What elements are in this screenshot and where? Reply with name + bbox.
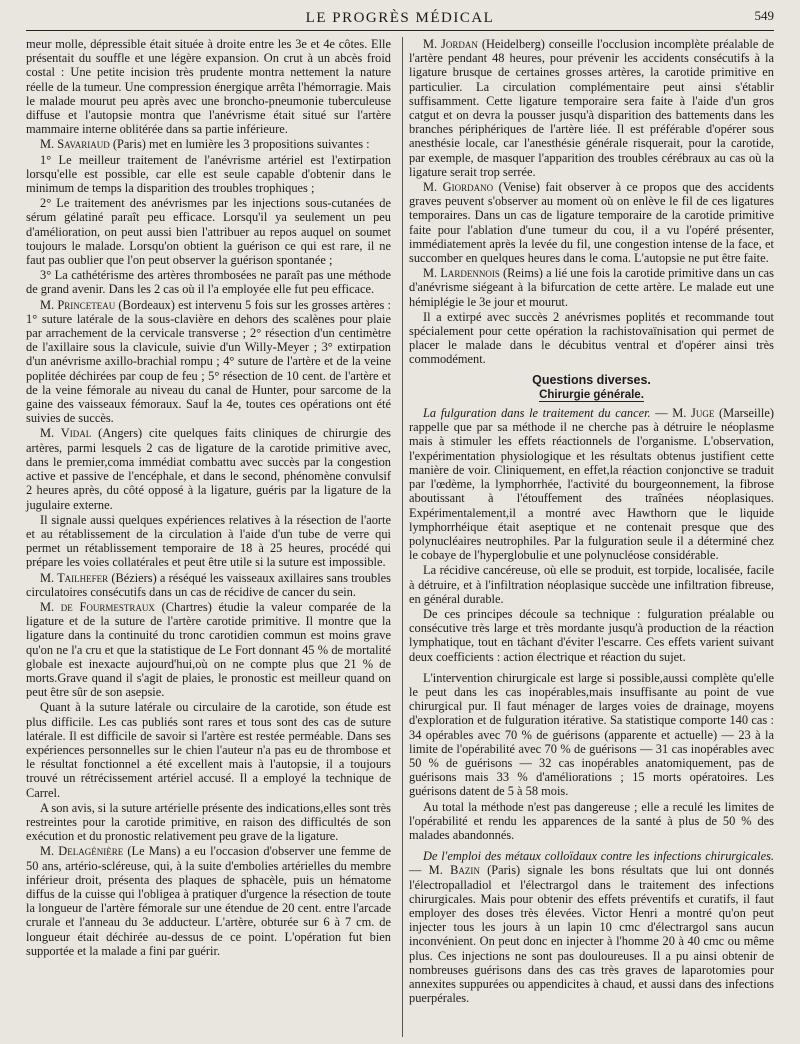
paragraph: Au total la méthode n'est pas dangereuse ; elle a reculé les limites de l'opérabilité et rendu les apparences de la santé à plus de 50 % des malades abandonnés.: [409, 799, 774, 842]
paragraph-text: (Béziers) a réséqué les vaisseaux axillaires sans troubles circulatoires consécutifs dans un cas de récidive de cancer du sein.: [26, 570, 391, 599]
journal-title: LE PROGRÈS MÉDICAL: [305, 10, 495, 26]
left-column: [26, 37, 399, 1006]
paragraph-text: (Heidelberg) conseille l'occlusion incomplète préalable de l'artère pendant 48 heures, pour prévenir les accidents consécutifs à la ligature brusque de certaines grosses artères, la carotide primitive en particulier. La circulation complémentaire peut ainsi s'établir suffisamment. Cette ligature temporaire sera faite à l'aide d'un gros catgut et on devra la pousser jusqu'à disparition des battements dans les branches périphériques de l'artère liée. Il est préférable d'opérer sous anesthésie locale, car l'anesthésie générale risquerait, pour la carotide, par exemple, de masquer l'apparition des troubles cérébraux au cas où la ligature serait trop serrée.: [409, 37, 774, 179]
topic-title: La fulguration dans le traitement du cancer.: [423, 406, 651, 421]
paragraph: De ces principes découle sa technique : fulguration préalable ou consécutive très large et très mordante jusqu'à production de la réaction lymphatique, tout en tâchant d'éviter l'escarre. Ces effets varient suivant deux coefficients : action électrique et réaction du sujet.: [409, 606, 774, 664]
paragraph: [409, 180, 774, 265]
paragraph: [26, 137, 391, 151]
paragraph-text: (Bordeaux) est intervenu 5 fois sur les grosses artères : 1° suture latérale de la sous-clavière en dehors des scalènes pour plaie par arrachement de la cervicale transverse ; 2° résection d'un centimètre de l'axillaire sous la clavicule, suivie d'un Willy-Meyer ; 3° extirpation d'un anévrisme axillo-brachial rompu ; 4° suture de l'artère et de la veine poplitée déchirées par coup de feu ; 5° résection de 10 cent. de l'artère et de la veine fémorale au niveau du canal de Hunter, pour sarcome de la gaine des vaisseaux fémoraux. Sauf la 4e, toutes ces opérations ont été suivies de succès.: [26, 297, 391, 426]
paragraph-text: (Chartres) étudie la valeur comparée de la ligature et de la suture de l'artère carotide primitive. Il montre que la ligature dans la continuité du tronc carotidien commun est moins grave qu'on ne l'a cru et que la statistique de Le Fort donnant 45 % de mortalité globale est inexacte aujourd'hui,où on ne compte plus que 21 % de morts.Grave quand il s'agit de plaies, le pronostic est meilleur quand on peut être sûr de son asepsie.: [26, 599, 391, 700]
paragraph: [26, 426, 391, 511]
author-name: — M. Bazin: [409, 863, 480, 878]
paragraph-text: (Venise) fait observer à ce propos que des accidents graves peuvent s'observer au moment où on enlève le fil de ces ligatures temporaires. Dans un cas de ligature temporaire de la carotide primitive faite pour l'ablation d'une tumeur du cou, il a vu l'opéré présenter, immédiatement après la levée du fil, une congestion intense de la face, et succomber en quelques heures dans le coma. L'autopsie ne put être faite.: [409, 180, 774, 266]
column-divider: [402, 37, 403, 1037]
paragraph: [26, 600, 391, 699]
page-number: 549: [754, 8, 774, 23]
paragraph: [409, 849, 774, 1005]
right-column: [399, 37, 774, 1006]
article-columns: [26, 37, 774, 1006]
paragraph: [26, 571, 391, 599]
topic-title: De l'emploi des métaux colloïdaux contre les infections chirurgicales.: [423, 849, 774, 864]
paragraph: L'intervention chirurgicale est large si possible,aussi complète qu'elle le peut dans les cas inopérables,mais insuffisante au point de vue chirurgical pur. Il faut ménager de larges voies de drainage, moyens d'exploration et de fulguration itérative. Sa statistique comporte 140 cas : 34 opérables avec 70 % de guérisons (apparente et actuelle) — 23 à la limite de l'opérabilité avec 70 % de guérisons — 31 cas inopérables avec 50 % de guérisons — 32 cas inopérables anatomiquement, pas de guérisons mais 33 % d'améliorations ; 15 morts opératoires. Les guérisons datent de 5 à 58 mois.: [409, 670, 774, 799]
paragraph: Il a extirpé avec succès 2 anévrismes poplités et recommande tout spécialement pour cette opération la rachistovaïnisation qui permet de placer le malade dans le décubitus ventral et d'opérer ainsi très commodément.: [409, 309, 774, 367]
paragraph-text: (Paris) signale les bons résultats que lui ont donnés l'électropalladiol et l'électrargol dans le traitement des infections chirurgicales. Mais pour obtenir des effets préventifs et curatifs, il faut employer des doses très élevées. Victor Henri a montré qu'on peut injecter tous les jours à un lapin 10 cmc d'électrargol sans aucun inconvénient. On peut donc en injecter à l'homme 20 à 40 cmc ou même plus. Ces injections ne sont pas douloureuses. Il a pu ainsi obtenir de nombreuses guérisons dans des cas très graves de laparotomies pour annexites suppurées ou appendicites à chaud, et aussi dans des infections puerpérales.: [409, 863, 774, 1006]
author-name: M. Delagénière: [40, 844, 124, 859]
author-name: M. Lardennois: [423, 266, 500, 281]
subsection-heading: [409, 388, 774, 402]
page-header: [26, 8, 774, 31]
paragraph-text: (Paris) met en lumière les 3 propositions suivantes :: [109, 137, 370, 152]
paragraph: [409, 37, 774, 179]
paragraph-text: (Angers) cite quelques faits cliniques de chirurgie des artères, parmi lesquels 2 cas de ligature de la carotide primitive avec, dans le premier,coma immédiat combattu avec succès par la congestion active et passive de l'encéphale, et dans le second, phénomène convulsif 2 heures après, du côté opposé à la ligature, guéris par la ligature de la jugulaire externe.: [26, 426, 391, 512]
subsection-heading-text: Chirurgie générale.: [539, 388, 644, 401]
paragraph: La récidive cancéreuse, où elle se produit, est torpide, localisée, facile à détruire, et à l'infiltration néoplasique succède une infiltration fibreuse, en général durable.: [409, 563, 774, 606]
author-name: M. Vidal: [40, 426, 92, 441]
paragraph: [26, 844, 391, 958]
paragraph-text: (Reims) a lié une fois la carotide primitive dans un cas d'anévrisme siégeant à la bifurcation de cette artère. Le malade eut une hémiplégie le 3e jour et mourut.: [409, 266, 774, 309]
paragraph: [409, 266, 774, 309]
author-name: M. Giordano: [423, 180, 494, 195]
paragraph: [409, 406, 774, 562]
paragraph: Il signale aussi quelques expériences relatives à la résection de l'aorte et au rétablissement de la circulation à l'aide d'un tube de verre qui permet un rétablissement temporaire de 18 à 25 heures, procédé qui prépare les voies collatérales et peut être utile si la suture est impossible.: [26, 512, 391, 570]
author-name: M. Jordan: [423, 37, 478, 51]
author-name: M. de Fourmestraux: [40, 599, 155, 614]
author-name: — M. Juge: [650, 406, 715, 421]
paragraph: meur molle, dépressible était située à droite entre les 3e et 4e côtes. Elle présentait du souffle et une légère expansion. On crut à un abcès froid costal : Une petite incision très prudente montra nettement la nature réelle de la tumeur. Une compression énergique arrêta l'hémorragie. Mais le malade mourut peu après avec une broncho-pneumonie tuberculeuse diffuse et l'autopsie montra que l'anévrisme était situé sur l'artère mammaire interne oblitérée dans sa partie inférieure.: [26, 37, 391, 137]
section-heading: Questions diverses.: [532, 372, 651, 387]
paragraph: 1° Le meilleur traitement de l'anévrisme artériel est l'extirpation lorsqu'elle est possible, car elle est seule capable d'obtenir dans le minimum de temps la disparition des troubles trophiques ;: [26, 152, 391, 196]
paragraph: A son avis, si la suture artérielle présente des indications,elles sont très restreintes pour la carotide primitive, en raison des difficultés de son exécution et du pronostic relativement peu grave de la ligature.: [26, 800, 391, 844]
paragraph: 3° La cathétérisme des artères thrombosées ne paraît pas une méthode de grand avenir. Dans les 2 cas où il l'a employée elle fut peu efficace.: [26, 268, 391, 297]
paragraph: Quant à la suture latérale ou circulaire de la carotide, son étude est plus difficile. Les cas publiés sont rares et tous sont des cas de suture latérale. Il est difficile de savoir si l'artère est restée perméable. Dans ses expériences personnelles sur le chien l'auteur n'a pas eu de thrombose et le résultat fonctionnel a été excellent mais à l'autopsie, il a toujours trouvé un rétrécissement artériel accusé. Il a employé la technique de Carrel.: [26, 700, 391, 800]
author-name: M. Savariaud: [40, 137, 110, 152]
author-name: M. Princeteau: [40, 297, 116, 312]
author-name: M. Tailhefer: [40, 570, 109, 585]
paragraph-text: (Le Mans) a eu l'occasion d'observer une femme de 50 ans, artério-scléreuse, qui, à la suite d'embolies artérielles du membre inférieur droit, présenta des plaques de sphacèle, puis un hématome diffus de la cuisse qui l'obligea à pratiquer d'urgence la résection de toute la longueur de l'artère fémorale sur une étendue de 20 cent. entre l'arcade crurale et l'anneau du 3e adducteur. L'artère, obturée sur 6 à 7 cm. de longueur était déchirée au-dessus de ce point. L'opération fut bien supportée et la malade a fini par guérir.: [26, 844, 391, 958]
paragraph: [26, 298, 391, 426]
paragraph-text: (Marseille) rappelle que par sa méthode il ne cherche pas à détruire le néoplasme mais à stimuler les effets réactionnels de l'organisme. L'observation, l'expérimentation physiologique et les résultats obtenus justifient cette manière de voir. Cliniquement, en effet,la réaction conjonctive se traduit par l'œdème, la lymphorrhée, l'activité du bourgeonnement, la fibrose aboutissant à l'étouffement des traînées néoplasiques. Expérimentalement,il a montré avec Hawthorn que le liquide lymphorrhéique était aseptique et ne contenait presque que des polynucléaires neutrophiles. Par la fulguration seule il a déterminé chez le cobaye de l'hyperglobulie et une polynucléose considérable.: [409, 406, 774, 563]
paragraph: 2° Le traitement des anévrismes par les injections sous-cutanées de sérum gélatiné paraît peu efficace. Lorsqu'il ya seulement un peu d'amélioration, on peut aussi bien l'attribuer au repos auquel on soumet toujours le malade. Lorsqu'on obtient la guérison ce qui est rare, il ne faut pas oublier que l'on peut observer la guérison spontanée ;: [26, 196, 391, 268]
